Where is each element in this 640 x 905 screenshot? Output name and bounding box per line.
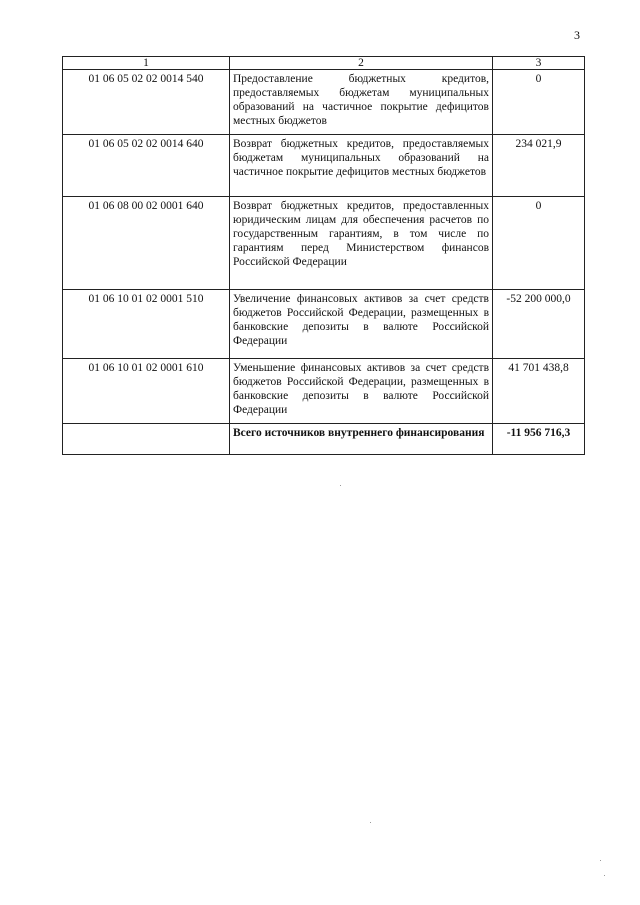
row-description: Предоставление бюджетных кредитов, предоставляемых бюджетам муниципальных образований на частичное покрытие дефицитов местных бюджетов (230, 70, 493, 135)
scan-speck (340, 485, 341, 486)
table-header-row (63, 57, 585, 70)
page-number: 3 (574, 28, 580, 42)
row-code: 01 06 10 01 02 0001 610 (63, 359, 230, 424)
row-code: 01 06 05 02 02 0014 640 (63, 135, 230, 197)
row-amount: -52 200 000,0 (493, 290, 585, 359)
table-row (63, 197, 585, 290)
row-amount: 0 (493, 70, 585, 135)
scan-speck (370, 822, 371, 823)
row-amount: 234 021,9 (493, 135, 585, 197)
table-row (63, 135, 585, 197)
column-header-code: 1 (63, 57, 230, 70)
total-code (63, 424, 230, 455)
scan-speck (604, 875, 605, 876)
row-code: 01 06 05 02 02 0014 540 (63, 70, 230, 135)
row-code: 01 06 08 00 02 0001 640 (63, 197, 230, 290)
row-description: Возврат бюджетных кредитов, предоставляемых бюджетам муниципальных образований на частичное покрытие дефицитов местных бюджетов (230, 135, 493, 197)
scan-speck (600, 860, 601, 861)
total-description: Всего источников внутреннего финансирования (230, 424, 493, 455)
row-code: 01 06 10 01 02 0001 510 (63, 290, 230, 359)
row-description: Возврат бюджетных кредитов, предоставленных юридическим лицам для обеспечения расчетов по государственным гарантиям, в том числе по гарантиям перед Министерством финансов Российской Федерации (230, 197, 493, 290)
row-description: Увеличение финансовых активов за счет средств бюджетов Российской Федерации, размещенных в банковские депозиты в валюте Российской Федерации (230, 290, 493, 359)
table-row (63, 359, 585, 424)
table-row (63, 290, 585, 359)
table-row (63, 70, 585, 135)
total-amount: -11 956 716,3 (493, 424, 585, 455)
row-amount: 41 701 438,8 (493, 359, 585, 424)
budget-sources-table (62, 56, 585, 455)
column-header-amount: 3 (493, 57, 585, 70)
total-row (63, 424, 585, 455)
row-description: Уменьшение финансовых активов за счет средств бюджетов Российской Федерации, размещенных в банковские депозиты в валюте Российской Федерации (230, 359, 493, 424)
row-amount: 0 (493, 197, 585, 290)
column-header-description: 2 (230, 57, 493, 70)
